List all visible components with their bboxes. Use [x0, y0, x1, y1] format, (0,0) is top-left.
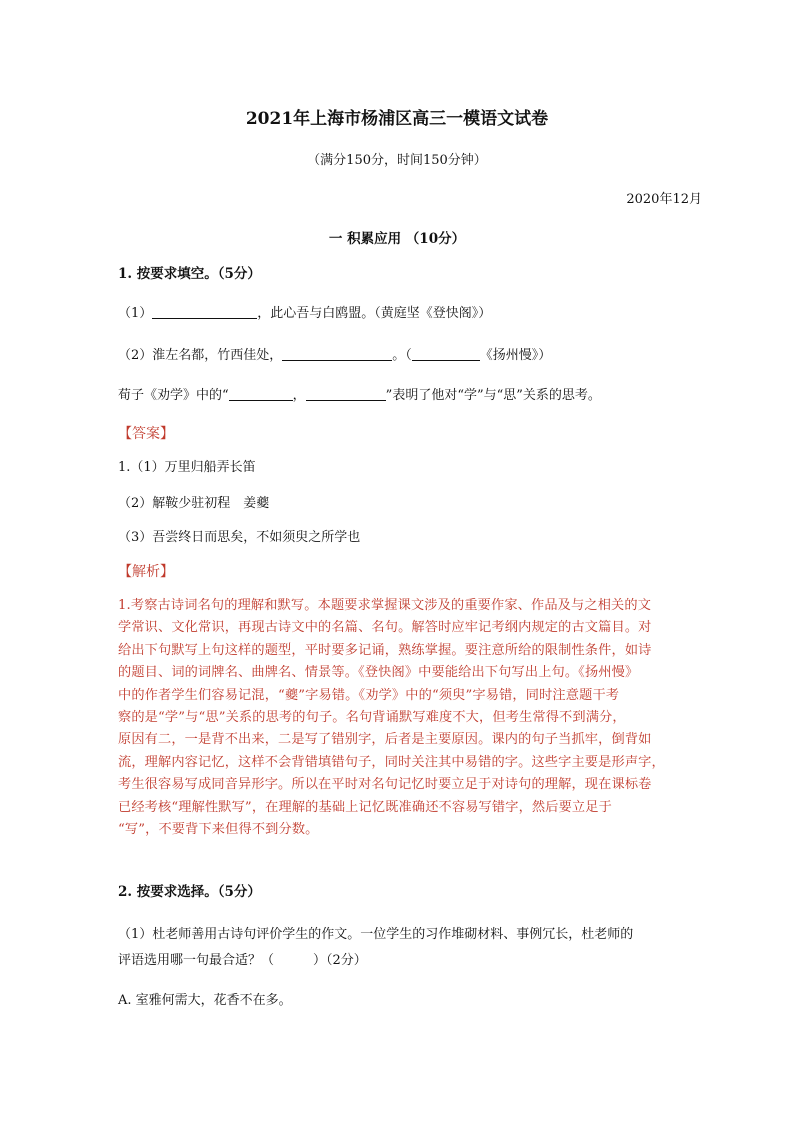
analysis-line: 的题目、词的词牌名、曲牌名、情景等。《登快阁》中要能给出下句写出上句。《扬州慢》 [118, 665, 639, 681]
q1-item2-blank-2[interactable] [412, 347, 480, 361]
q1-item3-blank-1[interactable] [229, 387, 293, 401]
analysis-line: 流，理解内容记忆，这样不会背错填错句子，同时关注其中易错的字。这些字主要是形声字， [118, 754, 665, 770]
q1-item2-mid: 。（ [392, 348, 412, 363]
answer-line-1: 1.（1）万里归船弄长笛 [118, 460, 256, 475]
q1-item3-prefix: 荀子《劝学》中的“ [118, 388, 229, 403]
analysis-line: “写”，不要背下来但得不到分数。 [118, 822, 319, 838]
analysis-line: 察的是“学”与“思”关系的思考的句子。名句背诵默写难度不大，但考生常得不到满分， [118, 710, 626, 726]
answer-tag: 【答案】 [118, 426, 174, 442]
analysis-tag: 【解析】 [118, 564, 174, 580]
q1-item2-prefix: （2）淮左名都，竹西佳处， [118, 348, 283, 363]
q1-item1 [118, 305, 491, 322]
q1-item1-blank[interactable] [152, 305, 257, 319]
doc-subtitle: （满分150分，时间150分钟） [307, 153, 487, 168]
q1-item3 [118, 387, 601, 404]
q1-heading: 1. 按要求填空。（5分） [118, 266, 261, 282]
analysis-line: 原因有二，一是背不出来，二是写了错别字，后者是主要原因。课内的句子当抓牢，倒背如 [118, 732, 652, 748]
analysis-line: 已经考核“理解性默写”，在理解的基础上记忆既准确还不容易写错字，然后要立足于 [118, 799, 612, 815]
q2-option-a[interactable]: A. 室雅何需大，花香不在多。 [118, 993, 292, 1008]
analysis-line: 中的作者学生们容易记混，“夔”字易错。《劝学》中的“须臾”字易错，同时注意题干考 [118, 687, 620, 703]
analysis-paragraph [118, 595, 680, 841]
answer-line-3: （3）吾尝终日而思矣，不如须臾之所学也 [118, 530, 361, 545]
q1-item2-blank-1[interactable] [282, 347, 392, 361]
q1-item3-mid: ， [292, 388, 306, 403]
q1-item1-suffix: ，此心吾与白鸥盟。（黄庭坚《登快阁》） [257, 306, 492, 321]
q2-heading: 2. 按要求选择。（5分） [118, 884, 261, 900]
section-title: 一 积累应用 （10分） [328, 231, 466, 247]
doc-title: 2021年上海市杨浦区高三一模语文试卷 [245, 109, 549, 129]
analysis-line: 考生很容易写成同音异形字。所以在平时对名句记忆时要立足于对诗句的理解，现在课标卷 [118, 777, 652, 793]
q1-item1-prefix: （1） [118, 306, 153, 321]
answer-line-2: （2）解鞍少驻初程 姜夔 [118, 496, 270, 511]
q1-item2-suffix: 《扬州慢》） [479, 348, 552, 363]
q1-item3-blank-2[interactable] [306, 387, 386, 401]
analysis-line: 给出下句默写上句这样的题型，平时要多记诵，熟练掌握。要注意所给的限制性条件，如诗 [118, 642, 652, 658]
analysis-line: 1.考察古诗词名句的理解和默写。本题要求掌握课文涉及的重要作家、作品及与之相关的文 [118, 598, 652, 613]
analysis-line: 学常识、文化常识，再现古诗文中的名篇、名句。解答时应牢记考纲内规定的古文篇目。对 [118, 620, 652, 636]
q2-item1-line2: 评语选用哪一句最合适？（ ）（2分） [118, 953, 367, 968]
doc-date: 2020年12月 [626, 192, 702, 207]
q1-item2 [118, 347, 551, 364]
q1-item3-suffix: ”表明了他对“学”与“思”关系的思考。 [385, 388, 601, 403]
q2-item1-line1: （1）杜老师善用古诗句评价学生的作文。一位学生的习作堆砌材料、事例冗长，杜老师的 [118, 927, 634, 942]
